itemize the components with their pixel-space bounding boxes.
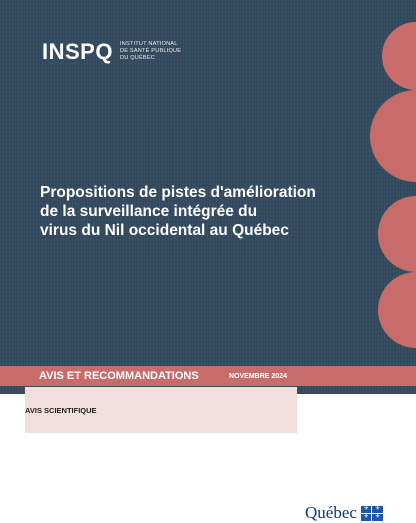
document-type-label: AVIS SCIENTIFIQUE: [25, 406, 97, 415]
logo-line: DE SANTÉ PUBLIQUE: [119, 48, 182, 54]
coral-shape-bottom: [378, 272, 416, 348]
quebec-wordmark: Québec: [305, 503, 357, 522]
title-line: Propositions de pistes d'amélioration: [40, 184, 316, 201]
document-type-box: [25, 387, 297, 433]
logo-line: INSTITUT NATIONAL: [119, 41, 178, 47]
publication-date: NOVEMBRE 2024: [229, 373, 287, 380]
quebec-government-logo: [305, 504, 383, 522]
coral-shape-lower-middle: [378, 196, 416, 272]
logo-line: DU QUÉBEC: [119, 55, 156, 61]
coral-shape-top: [382, 22, 416, 90]
title-line: virus du Nil occidental au Québec: [40, 222, 289, 239]
fleur-de-lis-flag-icon: ⚜ ⚜ ⚜ ⚜: [361, 506, 383, 521]
category-band: [0, 366, 416, 386]
coral-shape-upper-middle: [370, 90, 416, 182]
category-label: AVIS ET RECOMMANDATIONS: [39, 370, 199, 382]
title-line: de la surveillance intégrée du: [40, 203, 258, 220]
page-title: [40, 183, 340, 240]
logo-acronym: INSPQ: [42, 39, 113, 64]
